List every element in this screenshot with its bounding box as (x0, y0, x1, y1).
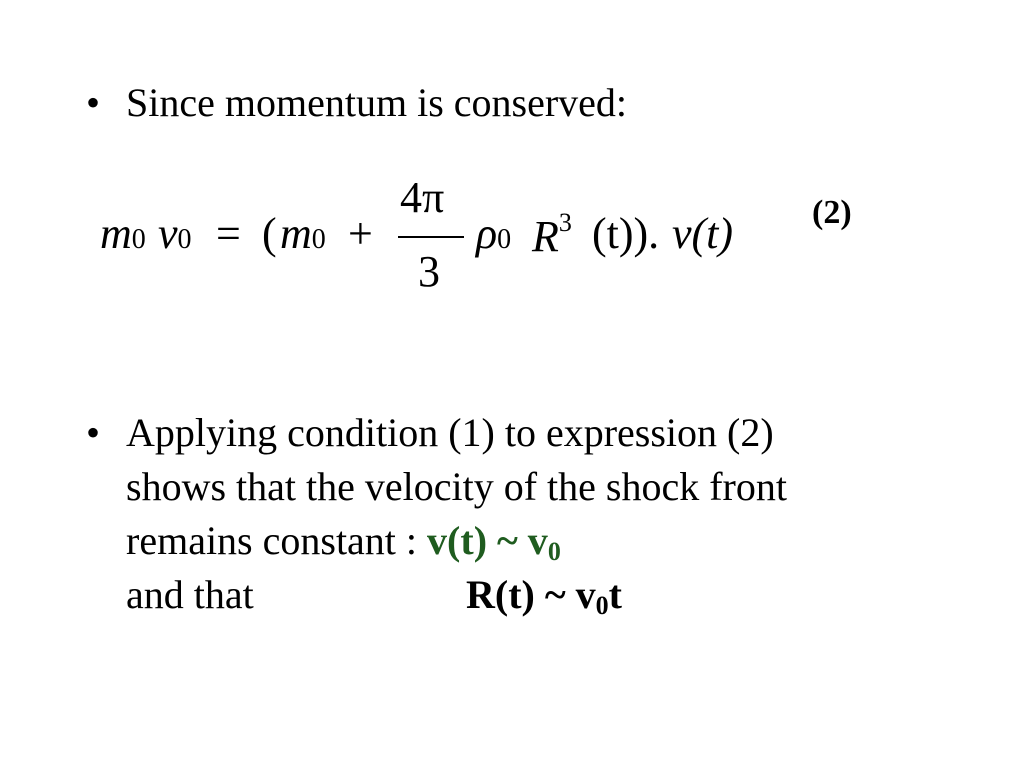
text-line: Applying condition (1) to expression (2) (126, 410, 774, 455)
bullet-text: Since momentum is conserved: (126, 80, 628, 125)
bullet-dot: • (86, 410, 101, 455)
eq-rho0: ρ0 (476, 209, 512, 258)
bullet-text-block (126, 406, 787, 622)
bullet-dot: • (86, 80, 101, 125)
equation-number: (2) (812, 194, 852, 231)
velocity-result: v(t) ~ v0 (427, 518, 561, 566)
fraction-bar (398, 236, 464, 238)
eq-denominator: 3 (418, 247, 440, 296)
text-line: shows that the velocity of the shock front (126, 464, 787, 509)
eq-m0-inner: m0 (280, 209, 326, 258)
eq-open-paren: ( (262, 209, 277, 258)
eq-v0: v0 (158, 209, 192, 258)
eq-m0: m0 (100, 209, 146, 258)
momentum-equation (100, 168, 780, 308)
eq-R-cubed: $R^3$ (532, 208, 572, 261)
text-line: and that R(t) ~ v0t (126, 568, 787, 622)
text-line: remains constant : v(t) ~ v0 (126, 518, 561, 566)
eq-paren-t: (t)). (592, 209, 660, 258)
eq-v-of-t: v(t) (672, 209, 734, 258)
eq-equals: = (216, 209, 241, 258)
eq-numerator: 4π (400, 173, 445, 222)
radius-result: R(t) ~ v0t (466, 572, 622, 620)
eq-plus: + (348, 209, 373, 258)
